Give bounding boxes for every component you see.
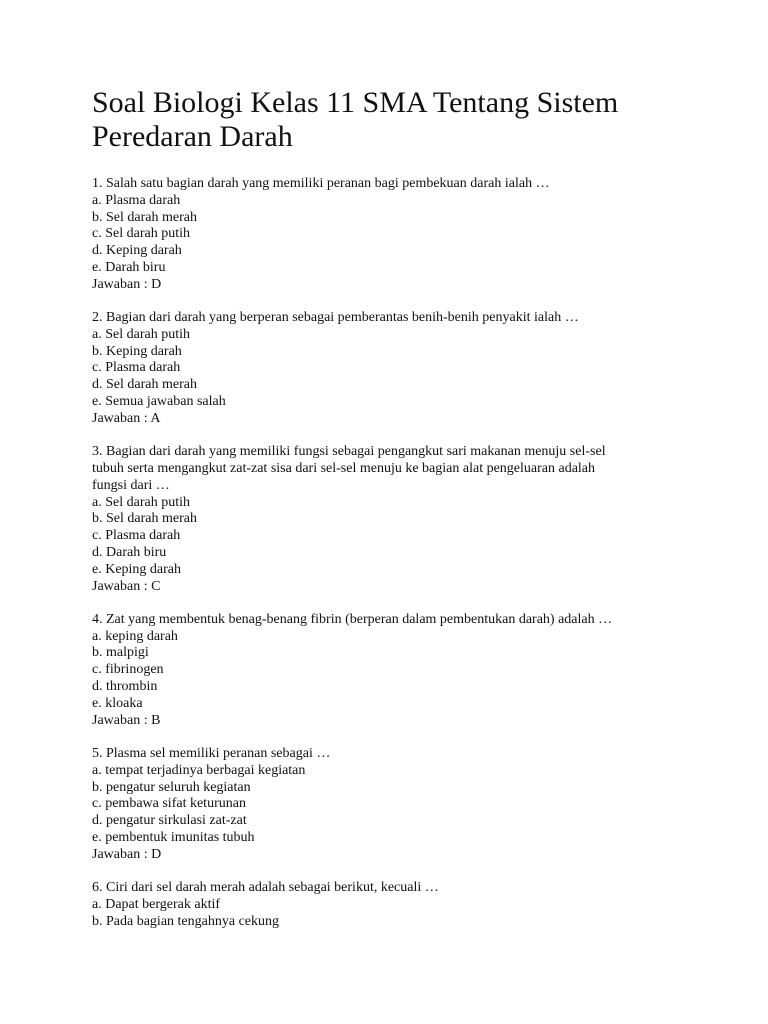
answer-key: Jawaban : D	[92, 276, 162, 292]
question-text: 5. Plasma sel memiliki peranan sebagai …	[92, 745, 331, 761]
answer-option: a. Plasma darah	[92, 192, 181, 208]
answer-option: b. Pada bagian tengahnya cekung	[92, 913, 279, 929]
document-title	[92, 86, 732, 154]
question-text: tubuh serta mengangkut zat-zat sisa dari sel-sel menuju ke bagian alat pengeluaran adalah	[92, 460, 596, 476]
answer-option: c. Plasma darah	[92, 528, 181, 544]
title-line: Soal Biologi Kelas 11 SMA Tentang Sistem	[92, 86, 619, 119]
question-block	[92, 746, 732, 864]
answer-option: c. Sel darah putih	[92, 226, 190, 242]
answer-option: e. pembentuk imunitas tubuh	[92, 829, 255, 845]
answer-option: a. Sel darah putih	[92, 326, 190, 342]
question-block	[92, 880, 732, 930]
question-text: fungsi dari …	[92, 477, 170, 493]
document-page	[92, 86, 732, 947]
title-line: Peredaran Darah	[92, 120, 293, 153]
answer-key: Jawaban : A	[92, 410, 161, 426]
answer-option: a. tempat terjadinya berbagai kegiatan	[92, 762, 306, 778]
answer-option: a. keping darah	[92, 628, 178, 644]
answer-option: e. kloaka	[92, 695, 143, 711]
answer-option: b. Sel darah merah	[92, 209, 197, 225]
question-block	[92, 612, 732, 730]
answer-option: a. Sel darah putih	[92, 494, 190, 510]
answer-option: b. Keping darah	[92, 343, 182, 359]
answer-option: d. Darah biru	[92, 544, 167, 560]
answer-option: e. Semua jawaban salah	[92, 394, 226, 410]
answer-option: b. Sel darah merah	[92, 511, 197, 527]
answer-option: e. Keping darah	[92, 561, 182, 577]
question-block	[92, 444, 732, 595]
question-text: 6. Ciri dari sel darah merah adalah sebagai berikut, kecuali …	[92, 879, 439, 895]
question-text: 4. Zat yang membentuk benag-benang fibrin (berperan dalam pembentukan darah) adalah …	[92, 611, 613, 627]
answer-option: d. pengatur sirkulasi zat-zat	[92, 813, 247, 829]
answer-option: a. Dapat bergerak aktif	[92, 896, 221, 912]
answer-key: Jawaban : D	[92, 846, 162, 862]
answer-option: c. pembawa sifat keturunan	[92, 796, 246, 812]
question-block	[92, 310, 732, 428]
question-block	[92, 176, 732, 294]
question-text: 1. Salah satu bagian darah yang memiliki peranan bagi pembekuan darah ialah …	[92, 176, 550, 191]
answer-option: c. Plasma darah	[92, 360, 181, 376]
answer-option: b. malpigi	[92, 645, 149, 661]
answer-option: d. thrombin	[92, 679, 158, 695]
answer-option: c. fibrinogen	[92, 662, 164, 678]
answer-option: d. Sel darah merah	[92, 377, 197, 393]
answer-option: d. Keping darah	[92, 243, 182, 259]
answer-key: Jawaban : B	[92, 712, 161, 728]
answer-option: e. Darah biru	[92, 259, 166, 275]
answer-option: b. pengatur seluruh kegiatan	[92, 779, 251, 795]
question-text: 2. Bagian dari darah yang berperan sebagai pemberantas benih-benih penyakit ialah …	[92, 310, 579, 326]
answer-key: Jawaban : C	[92, 578, 161, 594]
question-text: 3. Bagian dari darah yang memiliki fungsi sebagai pengangkut sari makanan menuju sel-sel	[92, 444, 606, 460]
question-list	[92, 176, 732, 930]
